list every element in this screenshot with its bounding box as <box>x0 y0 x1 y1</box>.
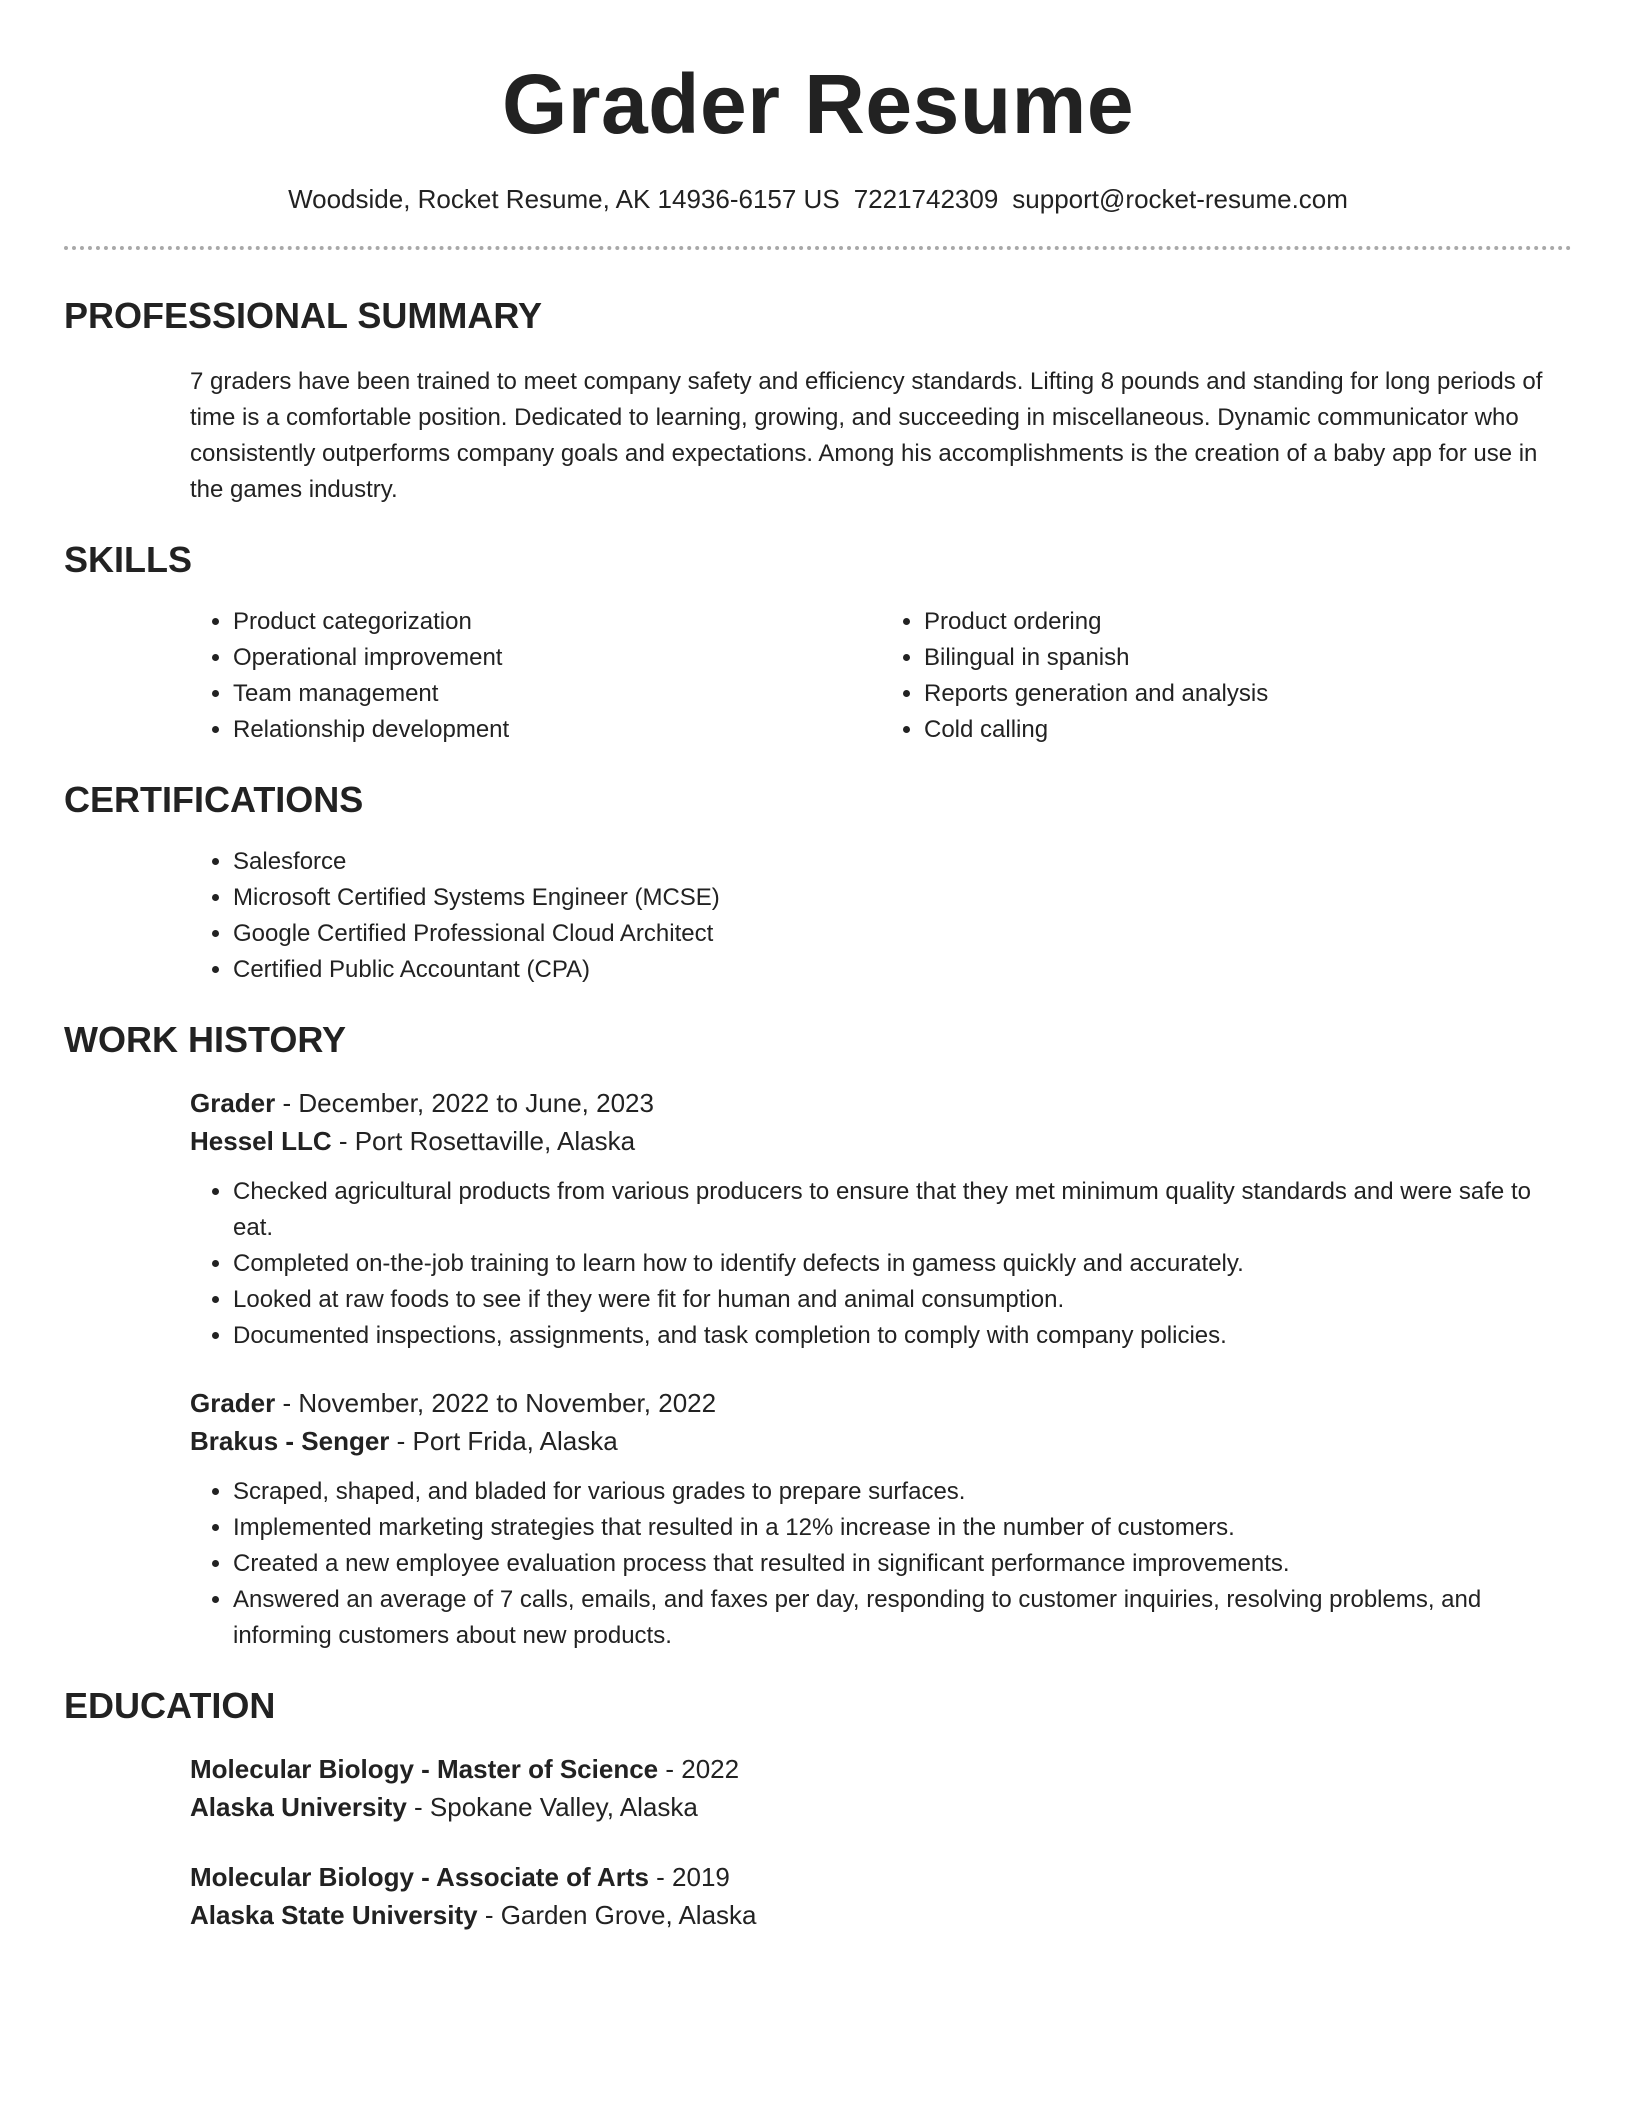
certification-item: • Certified Public Accountant (CPA) <box>233 952 1572 988</box>
header-divider <box>64 246 1572 250</box>
job-bullet: • Created a new employee evaluation process that resulted in significant performance improvements. <box>233 1546 1572 1582</box>
education-entry <box>190 1750 1572 1826</box>
job-bullet: • Documented inspections, assignments, and task completion to comply with company policies. <box>233 1318 1572 1354</box>
job-entry <box>190 1384 1572 1654</box>
education-entry <box>190 1858 1572 1934</box>
skill-item: • Product ordering <box>924 604 1572 640</box>
education-degree: Molecular Biology - Master of Science <box>190 1754 659 1784</box>
skill-item: • Cold calling <box>924 712 1572 748</box>
job-title-line <box>190 1384 1572 1422</box>
education-school-line <box>190 1896 1572 1934</box>
job-company-line <box>190 1122 1572 1160</box>
resume-page <box>64 0 1572 1934</box>
education-school-line <box>190 1788 1572 1826</box>
job-dates: - December, 2022 to June, 2023 <box>275 1088 654 1118</box>
job-dates: - November, 2022 to November, 2022 <box>275 1388 717 1418</box>
certifications-list <box>190 844 1572 988</box>
job-company-line <box>190 1422 1572 1460</box>
contact-phone: 7221742309 <box>853 184 999 214</box>
job-company: Hessel LLC <box>190 1126 332 1156</box>
job-bullet: • Scraped, shaped, and bladed for various grades to prepare surfaces. <box>233 1474 1572 1510</box>
job-location: - Port Rosettaville, Alaska <box>331 1126 636 1156</box>
contact-line <box>64 186 1572 212</box>
job-title-line <box>190 1084 1572 1122</box>
contact-address: Woodside, Rocket Resume, AK 14936-6157 US <box>288 184 840 214</box>
education-degree: Molecular Biology - Associate of Arts <box>190 1862 649 1892</box>
job-bullet: • Looked at raw foods to see if they were fit for human and animal consumption. <box>233 1282 1572 1318</box>
education-location: - Garden Grove, Alaska <box>477 1900 757 1930</box>
job-bullet: • Completed on-the-job training to learn how to identify defects in gamess quickly and accurately. <box>233 1246 1572 1282</box>
skills-grid <box>190 604 1572 748</box>
skill-item: • Operational improvement <box>233 640 881 676</box>
certification-item: • Salesforce <box>233 844 1572 880</box>
education-school: Alaska State University <box>190 1900 478 1930</box>
job-bullets <box>190 1474 1572 1654</box>
certification-item: • Google Certified Professional Cloud Architect <box>233 916 1572 952</box>
skills-heading: SKILLS <box>64 539 193 580</box>
education-degree-line <box>190 1858 1572 1896</box>
job-bullet: • Answered an average of 7 calls, emails, and faxes per day, responding to customer inquiries, resolving problems, and informing customers about new products. <box>233 1582 1572 1654</box>
resume-name: Grader Resume <box>501 57 1135 151</box>
job-company: Brakus - Senger <box>190 1426 390 1456</box>
education-degree-line <box>190 1750 1572 1788</box>
skill-item: • Bilingual in spanish <box>924 640 1572 676</box>
education-heading: EDUCATION <box>64 1685 276 1726</box>
summary-heading: PROFESSIONAL SUMMARY <box>64 295 543 336</box>
job-location: - Port Frida, Alaska <box>389 1426 618 1456</box>
job-bullets <box>190 1174 1572 1354</box>
skills-column-left <box>190 604 881 748</box>
work-history-heading: WORK HISTORY <box>64 1019 347 1060</box>
education-school: Alaska University <box>190 1792 407 1822</box>
education-location: - Spokane Valley, Alaska <box>406 1792 698 1822</box>
education-year: - 2019 <box>648 1862 730 1892</box>
job-bullet: • Implemented marketing strategies that resulted in a 12% increase in the number of customers. <box>233 1510 1572 1546</box>
contact-email: support@rocket-resume.com <box>1012 184 1348 214</box>
skill-item: • Relationship development <box>233 712 881 748</box>
job-bullet: • Checked agricultural products from various producers to ensure that they met minimum quality standards and were safe to eat. <box>233 1174 1572 1246</box>
certifications-heading: CERTIFICATIONS <box>64 779 364 820</box>
job-role: Grader <box>190 1388 276 1418</box>
skill-item: • Reports generation and analysis <box>924 676 1572 712</box>
job-entry <box>190 1084 1572 1354</box>
skill-item: • Team management <box>233 676 881 712</box>
education-year: - 2022 <box>658 1754 740 1784</box>
skill-item: • Product categorization <box>233 604 881 640</box>
job-role: Grader <box>190 1088 276 1118</box>
skills-column-right <box>881 604 1572 748</box>
summary-text: 7 graders have been trained to meet company safety and efficiency standards. Lifting 8 pounds and standing for long periods of time is a comfortable position. Dedicated to learning, growing, and succeeding in miscellaneous. Dynamic communicator who consistently outperforms company goals and expectations. Among his accomplishments is the creation of a baby app for use in the games industry. <box>190 368 1543 503</box>
certification-item: • Microsoft Certified Systems Engineer (MCSE) <box>233 880 1572 916</box>
